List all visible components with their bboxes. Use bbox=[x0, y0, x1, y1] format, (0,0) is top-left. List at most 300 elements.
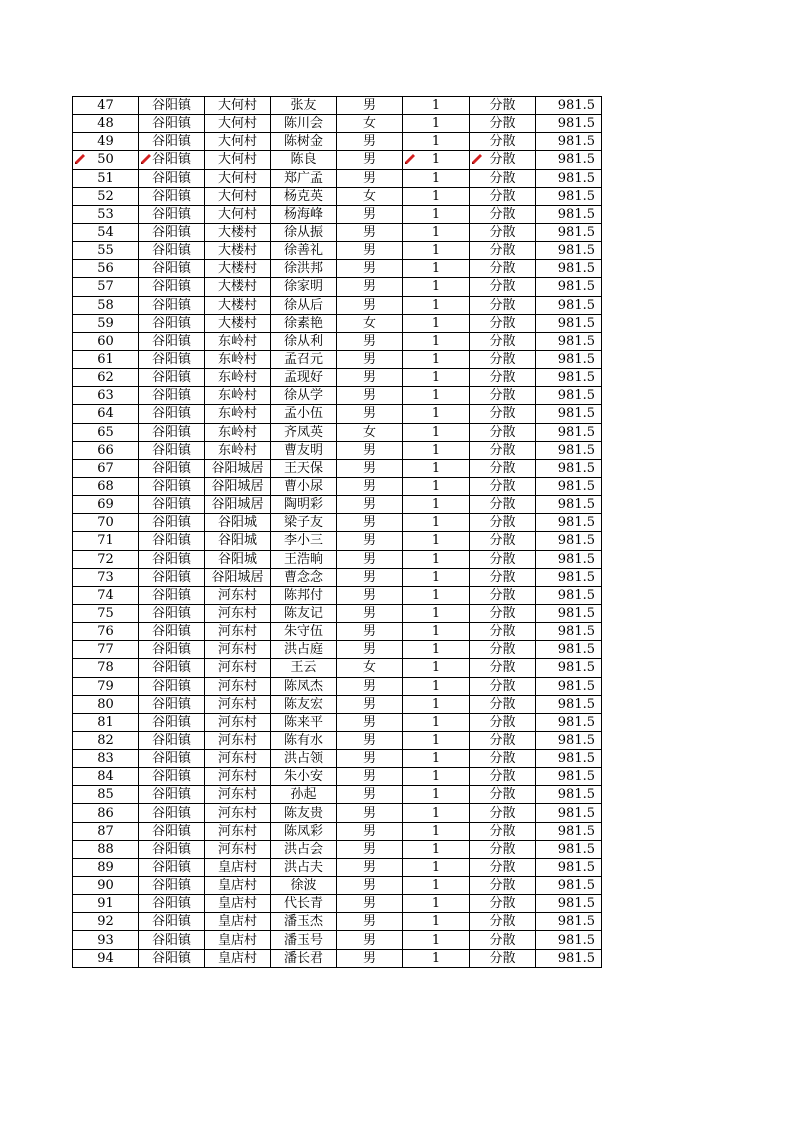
cell-town[interactable] bbox=[139, 949, 205, 967]
cell-no[interactable] bbox=[73, 641, 139, 659]
cell-no[interactable] bbox=[73, 405, 139, 423]
cell-amount[interactable] bbox=[536, 405, 602, 423]
cell-name[interactable] bbox=[271, 768, 337, 786]
cell-no[interactable] bbox=[73, 750, 139, 768]
cell-town[interactable] bbox=[139, 804, 205, 822]
cell-no[interactable] bbox=[73, 278, 139, 296]
cell-name[interactable] bbox=[271, 623, 337, 641]
cell-type[interactable] bbox=[470, 750, 536, 768]
cell-name[interactable] bbox=[271, 97, 337, 115]
cell-amount[interactable] bbox=[536, 115, 602, 133]
cell-town[interactable] bbox=[139, 459, 205, 477]
cell-type[interactable] bbox=[470, 731, 536, 749]
cell-no[interactable] bbox=[73, 296, 139, 314]
cell-no[interactable] bbox=[73, 314, 139, 332]
cell-town[interactable] bbox=[139, 423, 205, 441]
cell-name[interactable] bbox=[271, 296, 337, 314]
cell-amount[interactable] bbox=[536, 169, 602, 187]
cell-no[interactable] bbox=[73, 477, 139, 495]
cell-name[interactable] bbox=[271, 115, 337, 133]
cell-town[interactable] bbox=[139, 369, 205, 387]
cell-village[interactable] bbox=[205, 332, 271, 350]
cell-type[interactable] bbox=[470, 695, 536, 713]
cell-type[interactable] bbox=[470, 477, 536, 495]
cell-count[interactable] bbox=[403, 423, 470, 441]
cell-sex[interactable] bbox=[337, 242, 403, 260]
cell-sex[interactable] bbox=[337, 151, 403, 169]
cell-type[interactable] bbox=[470, 223, 536, 241]
cell-town[interactable] bbox=[139, 169, 205, 187]
cell-village[interactable] bbox=[205, 314, 271, 332]
cell-sex[interactable] bbox=[337, 786, 403, 804]
cell-sex[interactable] bbox=[337, 296, 403, 314]
cell-village[interactable] bbox=[205, 858, 271, 876]
cell-sex[interactable] bbox=[337, 913, 403, 931]
cell-count[interactable] bbox=[403, 387, 470, 405]
cell-type[interactable] bbox=[470, 931, 536, 949]
cell-count[interactable] bbox=[403, 913, 470, 931]
cell-amount[interactable] bbox=[536, 913, 602, 931]
cell-town[interactable] bbox=[139, 97, 205, 115]
cell-no[interactable] bbox=[73, 242, 139, 260]
cell-name[interactable] bbox=[271, 332, 337, 350]
cell-amount[interactable] bbox=[536, 568, 602, 586]
cell-village[interactable] bbox=[205, 731, 271, 749]
cell-amount[interactable] bbox=[536, 858, 602, 876]
cell-type[interactable] bbox=[470, 260, 536, 278]
cell-count[interactable] bbox=[403, 786, 470, 804]
cell-amount[interactable] bbox=[536, 731, 602, 749]
cell-amount[interactable] bbox=[536, 205, 602, 223]
cell-town[interactable] bbox=[139, 786, 205, 804]
cell-count[interactable] bbox=[403, 532, 470, 550]
cell-village[interactable] bbox=[205, 695, 271, 713]
cell-count[interactable] bbox=[403, 695, 470, 713]
cell-sex[interactable] bbox=[337, 623, 403, 641]
cell-sex[interactable] bbox=[337, 477, 403, 495]
cell-village[interactable] bbox=[205, 459, 271, 477]
cell-count[interactable] bbox=[403, 477, 470, 495]
cell-sex[interactable] bbox=[337, 169, 403, 187]
cell-sex[interactable] bbox=[337, 350, 403, 368]
cell-sex[interactable] bbox=[337, 369, 403, 387]
cell-count[interactable] bbox=[403, 405, 470, 423]
cell-village[interactable] bbox=[205, 296, 271, 314]
cell-no[interactable] bbox=[73, 459, 139, 477]
cell-village[interactable] bbox=[205, 350, 271, 368]
cell-town[interactable] bbox=[139, 260, 205, 278]
cell-amount[interactable] bbox=[536, 641, 602, 659]
cell-village[interactable] bbox=[205, 677, 271, 695]
cell-town[interactable] bbox=[139, 151, 205, 169]
cell-town[interactable] bbox=[139, 659, 205, 677]
cell-type[interactable] bbox=[470, 496, 536, 514]
cell-no[interactable] bbox=[73, 223, 139, 241]
cell-count[interactable] bbox=[403, 314, 470, 332]
cell-no[interactable] bbox=[73, 913, 139, 931]
cell-type[interactable] bbox=[470, 858, 536, 876]
cell-name[interactable] bbox=[271, 659, 337, 677]
cell-amount[interactable] bbox=[536, 278, 602, 296]
cell-amount[interactable] bbox=[536, 97, 602, 115]
cell-amount[interactable] bbox=[536, 459, 602, 477]
cell-name[interactable] bbox=[271, 369, 337, 387]
cell-sex[interactable] bbox=[337, 514, 403, 532]
cell-no[interactable] bbox=[73, 858, 139, 876]
cell-town[interactable] bbox=[139, 768, 205, 786]
cell-name[interactable] bbox=[271, 586, 337, 604]
cell-count[interactable] bbox=[403, 877, 470, 895]
cell-sex[interactable] bbox=[337, 568, 403, 586]
cell-sex[interactable] bbox=[337, 931, 403, 949]
cell-town[interactable] bbox=[139, 731, 205, 749]
cell-name[interactable] bbox=[271, 731, 337, 749]
cell-amount[interactable] bbox=[536, 369, 602, 387]
cell-type[interactable] bbox=[470, 314, 536, 332]
cell-type[interactable] bbox=[470, 459, 536, 477]
cell-village[interactable] bbox=[205, 151, 271, 169]
cell-count[interactable] bbox=[403, 169, 470, 187]
cell-count[interactable] bbox=[403, 750, 470, 768]
cell-sex[interactable] bbox=[337, 405, 403, 423]
cell-town[interactable] bbox=[139, 750, 205, 768]
cell-count[interactable] bbox=[403, 133, 470, 151]
cell-count[interactable] bbox=[403, 151, 470, 169]
cell-count[interactable] bbox=[403, 369, 470, 387]
cell-amount[interactable] bbox=[536, 223, 602, 241]
cell-village[interactable] bbox=[205, 931, 271, 949]
cell-type[interactable] bbox=[470, 133, 536, 151]
cell-village[interactable] bbox=[205, 750, 271, 768]
cell-no[interactable] bbox=[73, 949, 139, 967]
cell-no[interactable] bbox=[73, 151, 139, 169]
cell-amount[interactable] bbox=[536, 314, 602, 332]
cell-village[interactable] bbox=[205, 115, 271, 133]
cell-name[interactable] bbox=[271, 822, 337, 840]
cell-name[interactable] bbox=[271, 786, 337, 804]
cell-count[interactable] bbox=[403, 623, 470, 641]
cell-name[interactable] bbox=[271, 151, 337, 169]
cell-count[interactable] bbox=[403, 115, 470, 133]
cell-town[interactable] bbox=[139, 115, 205, 133]
cell-amount[interactable] bbox=[536, 713, 602, 731]
cell-count[interactable] bbox=[403, 350, 470, 368]
cell-no[interactable] bbox=[73, 514, 139, 532]
cell-town[interactable] bbox=[139, 604, 205, 622]
cell-sex[interactable] bbox=[337, 97, 403, 115]
cell-village[interactable] bbox=[205, 913, 271, 931]
cell-type[interactable] bbox=[470, 332, 536, 350]
cell-count[interactable] bbox=[403, 931, 470, 949]
cell-count[interactable] bbox=[403, 840, 470, 858]
cell-type[interactable] bbox=[470, 840, 536, 858]
cell-no[interactable] bbox=[73, 169, 139, 187]
cell-no[interactable] bbox=[73, 568, 139, 586]
cell-amount[interactable] bbox=[536, 350, 602, 368]
cell-count[interactable] bbox=[403, 514, 470, 532]
cell-name[interactable] bbox=[271, 949, 337, 967]
cell-no[interactable] bbox=[73, 205, 139, 223]
cell-amount[interactable] bbox=[536, 260, 602, 278]
cell-town[interactable] bbox=[139, 822, 205, 840]
cell-count[interactable] bbox=[403, 97, 470, 115]
cell-count[interactable] bbox=[403, 242, 470, 260]
cell-sex[interactable] bbox=[337, 858, 403, 876]
cell-name[interactable] bbox=[271, 496, 337, 514]
cell-type[interactable] bbox=[470, 895, 536, 913]
cell-count[interactable] bbox=[403, 332, 470, 350]
cell-type[interactable] bbox=[470, 441, 536, 459]
cell-name[interactable] bbox=[271, 405, 337, 423]
cell-amount[interactable] bbox=[536, 387, 602, 405]
cell-amount[interactable] bbox=[536, 477, 602, 495]
cell-village[interactable] bbox=[205, 713, 271, 731]
cell-village[interactable] bbox=[205, 623, 271, 641]
cell-name[interactable] bbox=[271, 169, 337, 187]
cell-sex[interactable] bbox=[337, 677, 403, 695]
cell-village[interactable] bbox=[205, 223, 271, 241]
cell-no[interactable] bbox=[73, 659, 139, 677]
cell-village[interactable] bbox=[205, 387, 271, 405]
cell-village[interactable] bbox=[205, 187, 271, 205]
cell-sex[interactable] bbox=[337, 713, 403, 731]
cell-town[interactable] bbox=[139, 242, 205, 260]
cell-town[interactable] bbox=[139, 205, 205, 223]
cell-type[interactable] bbox=[470, 604, 536, 622]
cell-town[interactable] bbox=[139, 477, 205, 495]
cell-count[interactable] bbox=[403, 822, 470, 840]
cell-village[interactable] bbox=[205, 169, 271, 187]
cell-sex[interactable] bbox=[337, 423, 403, 441]
cell-type[interactable] bbox=[470, 913, 536, 931]
cell-sex[interactable] bbox=[337, 750, 403, 768]
cell-count[interactable] bbox=[403, 187, 470, 205]
cell-village[interactable] bbox=[205, 586, 271, 604]
cell-type[interactable] bbox=[470, 514, 536, 532]
cell-village[interactable] bbox=[205, 133, 271, 151]
cell-sex[interactable] bbox=[337, 604, 403, 622]
cell-name[interactable] bbox=[271, 133, 337, 151]
cell-amount[interactable] bbox=[536, 441, 602, 459]
cell-name[interactable] bbox=[271, 568, 337, 586]
cell-no[interactable] bbox=[73, 804, 139, 822]
cell-name[interactable] bbox=[271, 858, 337, 876]
cell-no[interactable] bbox=[73, 423, 139, 441]
cell-type[interactable] bbox=[470, 713, 536, 731]
cell-no[interactable] bbox=[73, 695, 139, 713]
cell-no[interactable] bbox=[73, 768, 139, 786]
cell-type[interactable] bbox=[470, 877, 536, 895]
cell-amount[interactable] bbox=[536, 514, 602, 532]
cell-name[interactable] bbox=[271, 459, 337, 477]
cell-name[interactable] bbox=[271, 278, 337, 296]
cell-sex[interactable] bbox=[337, 550, 403, 568]
cell-amount[interactable] bbox=[536, 332, 602, 350]
cell-town[interactable] bbox=[139, 296, 205, 314]
cell-count[interactable] bbox=[403, 804, 470, 822]
cell-name[interactable] bbox=[271, 387, 337, 405]
cell-town[interactable] bbox=[139, 840, 205, 858]
cell-name[interactable] bbox=[271, 931, 337, 949]
cell-type[interactable] bbox=[470, 387, 536, 405]
cell-name[interactable] bbox=[271, 514, 337, 532]
cell-amount[interactable] bbox=[536, 949, 602, 967]
cell-type[interactable] bbox=[470, 423, 536, 441]
cell-name[interactable] bbox=[271, 260, 337, 278]
cell-type[interactable] bbox=[470, 550, 536, 568]
cell-sex[interactable] bbox=[337, 731, 403, 749]
cell-amount[interactable] bbox=[536, 659, 602, 677]
cell-count[interactable] bbox=[403, 677, 470, 695]
cell-name[interactable] bbox=[271, 840, 337, 858]
cell-type[interactable] bbox=[470, 659, 536, 677]
cell-amount[interactable] bbox=[536, 532, 602, 550]
cell-name[interactable] bbox=[271, 804, 337, 822]
cell-count[interactable] bbox=[403, 496, 470, 514]
cell-type[interactable] bbox=[470, 115, 536, 133]
cell-amount[interactable] bbox=[536, 423, 602, 441]
cell-town[interactable] bbox=[139, 877, 205, 895]
cell-amount[interactable] bbox=[536, 151, 602, 169]
cell-no[interactable] bbox=[73, 133, 139, 151]
cell-sex[interactable] bbox=[337, 895, 403, 913]
cell-town[interactable] bbox=[139, 586, 205, 604]
cell-count[interactable] bbox=[403, 659, 470, 677]
cell-type[interactable] bbox=[470, 151, 536, 169]
cell-no[interactable] bbox=[73, 677, 139, 695]
cell-no[interactable] bbox=[73, 895, 139, 913]
cell-count[interactable] bbox=[403, 641, 470, 659]
cell-sex[interactable] bbox=[337, 278, 403, 296]
cell-count[interactable] bbox=[403, 223, 470, 241]
cell-name[interactable] bbox=[271, 242, 337, 260]
cell-name[interactable] bbox=[271, 713, 337, 731]
cell-name[interactable] bbox=[271, 677, 337, 695]
cell-name[interactable] bbox=[271, 441, 337, 459]
cell-amount[interactable] bbox=[536, 695, 602, 713]
cell-no[interactable] bbox=[73, 822, 139, 840]
cell-town[interactable] bbox=[139, 858, 205, 876]
cell-village[interactable] bbox=[205, 496, 271, 514]
cell-sex[interactable] bbox=[337, 205, 403, 223]
cell-type[interactable] bbox=[470, 804, 536, 822]
cell-type[interactable] bbox=[470, 278, 536, 296]
cell-village[interactable] bbox=[205, 768, 271, 786]
cell-sex[interactable] bbox=[337, 822, 403, 840]
cell-name[interactable] bbox=[271, 187, 337, 205]
cell-amount[interactable] bbox=[536, 242, 602, 260]
cell-village[interactable] bbox=[205, 877, 271, 895]
cell-village[interactable] bbox=[205, 804, 271, 822]
cell-no[interactable] bbox=[73, 586, 139, 604]
cell-village[interactable] bbox=[205, 369, 271, 387]
cell-name[interactable] bbox=[271, 477, 337, 495]
cell-count[interactable] bbox=[403, 949, 470, 967]
cell-count[interactable] bbox=[403, 550, 470, 568]
cell-name[interactable] bbox=[271, 877, 337, 895]
cell-village[interactable] bbox=[205, 568, 271, 586]
cell-type[interactable] bbox=[470, 623, 536, 641]
cell-town[interactable] bbox=[139, 568, 205, 586]
cell-town[interactable] bbox=[139, 695, 205, 713]
cell-village[interactable] bbox=[205, 895, 271, 913]
cell-name[interactable] bbox=[271, 314, 337, 332]
cell-no[interactable] bbox=[73, 350, 139, 368]
cell-count[interactable] bbox=[403, 441, 470, 459]
cell-type[interactable] bbox=[470, 97, 536, 115]
cell-no[interactable] bbox=[73, 187, 139, 205]
cell-amount[interactable] bbox=[536, 296, 602, 314]
cell-town[interactable] bbox=[139, 133, 205, 151]
cell-village[interactable] bbox=[205, 242, 271, 260]
cell-town[interactable] bbox=[139, 550, 205, 568]
cell-town[interactable] bbox=[139, 931, 205, 949]
cell-amount[interactable] bbox=[536, 133, 602, 151]
cell-no[interactable] bbox=[73, 441, 139, 459]
cell-count[interactable] bbox=[403, 731, 470, 749]
cell-village[interactable] bbox=[205, 550, 271, 568]
cell-type[interactable] bbox=[470, 786, 536, 804]
cell-town[interactable] bbox=[139, 623, 205, 641]
cell-sex[interactable] bbox=[337, 768, 403, 786]
cell-village[interactable] bbox=[205, 405, 271, 423]
cell-type[interactable] bbox=[470, 169, 536, 187]
cell-sex[interactable] bbox=[337, 115, 403, 133]
cell-village[interactable] bbox=[205, 260, 271, 278]
cell-count[interactable] bbox=[403, 205, 470, 223]
cell-name[interactable] bbox=[271, 895, 337, 913]
cell-amount[interactable] bbox=[536, 877, 602, 895]
cell-sex[interactable] bbox=[337, 532, 403, 550]
cell-type[interactable] bbox=[470, 568, 536, 586]
cell-town[interactable] bbox=[139, 913, 205, 931]
cell-village[interactable] bbox=[205, 97, 271, 115]
cell-town[interactable] bbox=[139, 677, 205, 695]
cell-count[interactable] bbox=[403, 895, 470, 913]
cell-amount[interactable] bbox=[536, 187, 602, 205]
cell-sex[interactable] bbox=[337, 804, 403, 822]
cell-amount[interactable] bbox=[536, 550, 602, 568]
cell-type[interactable] bbox=[470, 205, 536, 223]
cell-no[interactable] bbox=[73, 877, 139, 895]
cell-count[interactable] bbox=[403, 858, 470, 876]
cell-type[interactable] bbox=[470, 405, 536, 423]
cell-no[interactable] bbox=[73, 840, 139, 858]
cell-town[interactable] bbox=[139, 441, 205, 459]
cell-type[interactable] bbox=[470, 822, 536, 840]
cell-amount[interactable] bbox=[536, 768, 602, 786]
cell-sex[interactable] bbox=[337, 260, 403, 278]
cell-name[interactable] bbox=[271, 205, 337, 223]
cell-amount[interactable] bbox=[536, 822, 602, 840]
cell-no[interactable] bbox=[73, 387, 139, 405]
cell-town[interactable] bbox=[139, 405, 205, 423]
cell-village[interactable] bbox=[205, 840, 271, 858]
cell-sex[interactable] bbox=[337, 949, 403, 967]
cell-village[interactable] bbox=[205, 441, 271, 459]
cell-type[interactable] bbox=[470, 187, 536, 205]
cell-sex[interactable] bbox=[337, 496, 403, 514]
cell-count[interactable] bbox=[403, 260, 470, 278]
cell-town[interactable] bbox=[139, 314, 205, 332]
cell-village[interactable] bbox=[205, 205, 271, 223]
cell-name[interactable] bbox=[271, 913, 337, 931]
cell-type[interactable] bbox=[470, 532, 536, 550]
cell-name[interactable] bbox=[271, 223, 337, 241]
cell-amount[interactable] bbox=[536, 623, 602, 641]
cell-amount[interactable] bbox=[536, 750, 602, 768]
cell-town[interactable] bbox=[139, 532, 205, 550]
